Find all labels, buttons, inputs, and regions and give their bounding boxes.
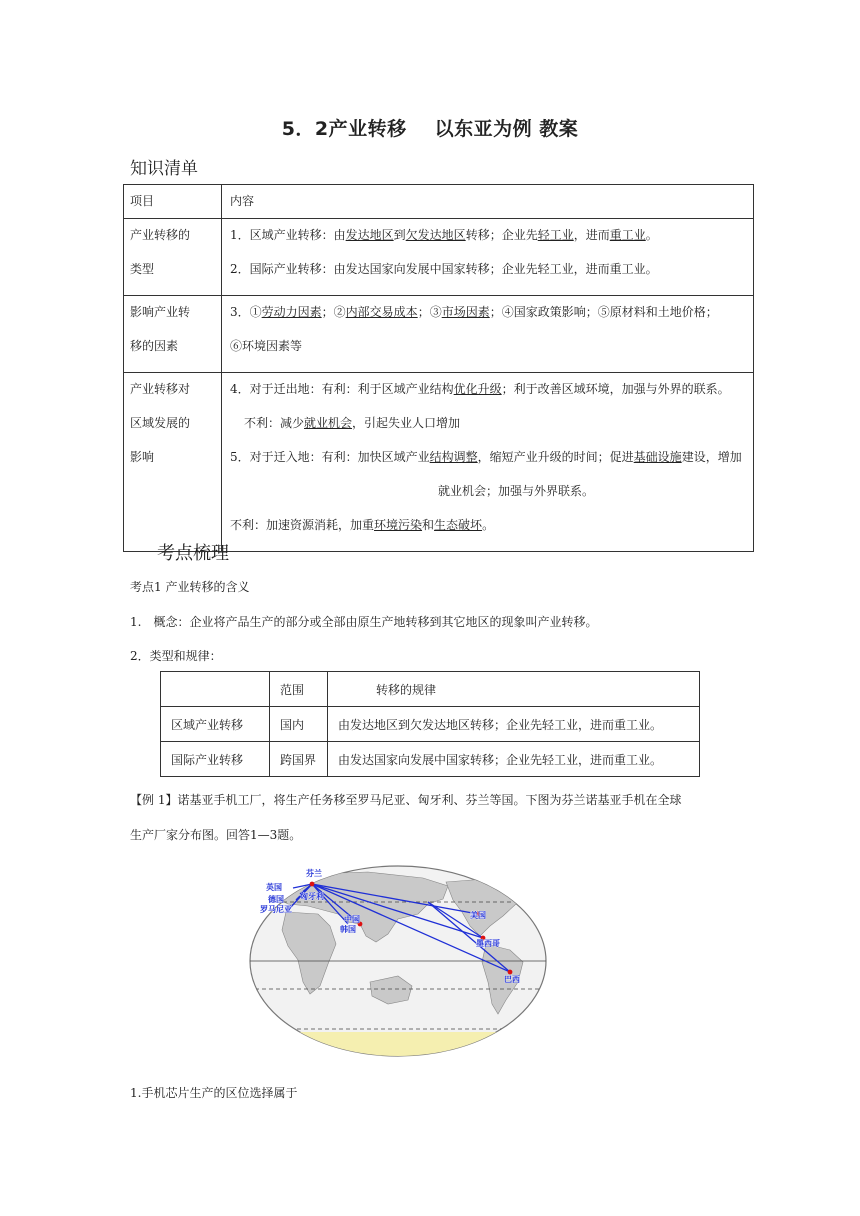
header-project: 项目 bbox=[124, 185, 222, 219]
row-label-types: 产业转移的 类型 bbox=[124, 219, 222, 296]
example-line-2: 生产厂家分布图。回答1—3题。 bbox=[130, 828, 302, 842]
label-romania: 罗马尼亚 bbox=[260, 905, 292, 914]
row-label-factors: 影响产业转 移的因素 bbox=[124, 296, 222, 373]
question-1: 1.手机芯片生产的区位选择属于 bbox=[130, 1086, 298, 1100]
table-row bbox=[124, 296, 754, 373]
row-content-factors: 3．①劳动力因素；②内部交易成本；③市场因素；④国家政策影响；⑤原材料和土地价格； ⑥环境因素等 bbox=[222, 296, 754, 373]
knowledge-table bbox=[123, 184, 754, 552]
label-korea: 韩国 bbox=[340, 925, 356, 934]
section-heading-knowledge: 知识清单 bbox=[130, 159, 198, 179]
label-mexico: 墨西哥 bbox=[476, 939, 500, 948]
table-row: 国际产业转移 跨国界 由发达国家向发展中国家转移；企业先轻工业，进而重工业。 bbox=[161, 742, 700, 777]
label-hungary: 匈牙利 bbox=[300, 892, 324, 901]
table-header-row: 范围 转移的规律 bbox=[161, 672, 700, 707]
label-usa: 美国 bbox=[470, 911, 486, 920]
marker-finland bbox=[310, 882, 315, 887]
transfer-types-table bbox=[160, 671, 700, 777]
page-title: 5．2产业转移 以东亚为例 教案 bbox=[281, 118, 579, 140]
table-row bbox=[124, 373, 754, 552]
example-line-1: 【例 1】诺基亚手机工厂，将生产任务移至罗马尼亚、匈牙利、芬兰等国。下图为芬兰诺基亚手机在全球 bbox=[130, 793, 682, 807]
label-finland: 芬兰 bbox=[306, 869, 322, 878]
concept-paragraph: 1. 概念：企业将产品生产的部分或全部由原生产地转移到其它地区的现象叫产业转移。 bbox=[130, 615, 598, 629]
marker-brazil bbox=[508, 970, 513, 975]
antarctica bbox=[248, 1032, 548, 1058]
table-row: 区域产业转移 国内 由发达地区到欠发达地区转移；企业先轻工业，进而重工业。 bbox=[161, 707, 700, 742]
label-uk: 英国 bbox=[266, 883, 282, 892]
row-content-impact: 4．对于迁出地：有利：利于区域产业结构优化升级；利于改善区域环境，加强与外界的联系。 不利：减少就业机会，引起失业人口增加 5．对于迁入地：有利：加快区域产业结构调整，缩短产业升级的时间；促进基础设施建设，增加 就业机会；加强与外界联系。 不利：加速资源消耗，加重环境污染和生态破坏。 bbox=[222, 373, 754, 552]
world-map bbox=[248, 864, 548, 1058]
world-map-figure bbox=[248, 864, 548, 1058]
row-label-impact: 产业转移对 区域发展的 影响 bbox=[124, 373, 222, 552]
label-germany: 德国 bbox=[268, 895, 284, 904]
types-paragraph: 2．类型和规律： bbox=[130, 649, 222, 663]
label-china: 中国 bbox=[344, 915, 360, 924]
table-row bbox=[124, 219, 754, 296]
header-content: 内容 bbox=[222, 185, 754, 219]
table-header-row bbox=[124, 185, 754, 219]
label-brazil: 巴西 bbox=[504, 975, 520, 984]
row-content-types: 1．区域产业转移：由发达地区到欠发达地区转移；企业先轻工业，进而重工业。 2．国际产业转移：由发达国家向发展中国家转移；企业先轻工业，进而重工业。 bbox=[222, 219, 754, 296]
keypoint-heading: 考点1 产业转移的含义 bbox=[130, 580, 250, 594]
section-heading-keypoints: 考点梳理 bbox=[157, 543, 229, 564]
